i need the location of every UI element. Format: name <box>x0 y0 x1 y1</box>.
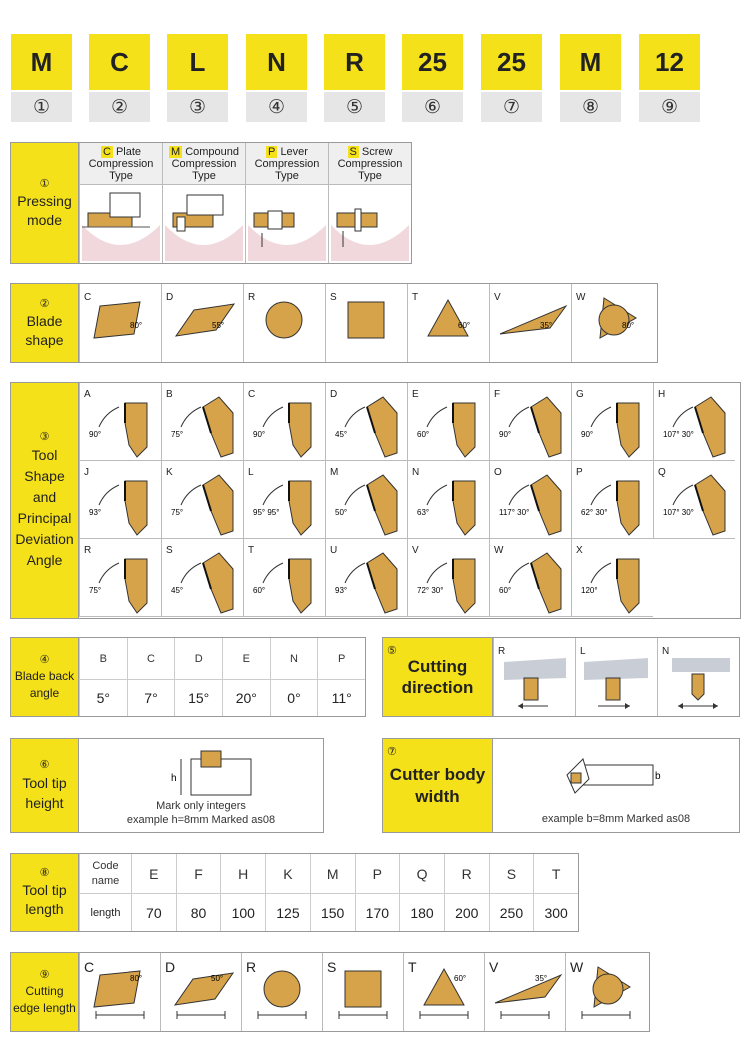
back-angle-header: D <box>174 638 222 680</box>
angle-label: 90° <box>499 430 512 439</box>
tool-shape-f <box>489 383 571 461</box>
tool-shape-p <box>571 461 653 539</box>
tool-shape-letter: D <box>330 389 338 400</box>
tool-shape-letter: G <box>576 389 584 400</box>
section-tool-tip-height <box>10 738 324 833</box>
section-blade-shape <box>10 283 658 363</box>
tool-shape-figure <box>163 539 243 617</box>
length-value: 125 <box>265 894 310 931</box>
cutting-edge-figure <box>82 957 162 1033</box>
tool-shape-letter: H <box>658 389 666 400</box>
section-6-number: ⑥ <box>39 759 50 771</box>
cutting-edge-letter: V <box>489 959 499 975</box>
tool-shape-x <box>571 539 653 617</box>
blade-shape-w <box>571 284 653 362</box>
back-angle-header: P <box>317 638 365 680</box>
tool-shape-figure <box>491 461 571 539</box>
length-value: 250 <box>489 894 534 931</box>
blade-shape-letter: T <box>412 292 419 303</box>
section-7-number: ⑦ <box>387 746 397 758</box>
cutting-edge-figure <box>325 957 405 1033</box>
length-value: 300 <box>533 894 578 931</box>
length-value: 80 <box>176 894 221 931</box>
tool-shape-figure <box>491 383 571 461</box>
tool-shape-letter: P <box>576 467 583 478</box>
cutting-l-letter: L <box>580 646 586 657</box>
tool-shape-figure <box>655 383 735 461</box>
code-8: M <box>560 34 621 90</box>
section-8-title: Tool tip length <box>22 882 67 917</box>
blade-shape-figure <box>82 288 162 364</box>
length-code: P <box>355 854 400 894</box>
tool-shape-v <box>407 539 489 617</box>
cutting-edge-figure <box>244 957 324 1033</box>
length-code: H <box>220 854 265 894</box>
tool-shape-w <box>489 539 571 617</box>
cutting-l-figure <box>576 638 656 714</box>
tool-shape-q <box>653 461 735 539</box>
pressing-c-letter: C <box>102 146 111 158</box>
section-3-title: Tool Shape and Principal Deviation Angle <box>15 447 74 568</box>
blade-shape-figure <box>164 288 244 364</box>
angle-label: 50° <box>335 508 348 517</box>
section-5-label <box>383 638 493 716</box>
length-label: length <box>79 894 131 931</box>
tool-shape-letter: T <box>248 545 255 556</box>
section-2-number: ② <box>39 297 50 310</box>
tool-shape-letter: F <box>494 389 501 400</box>
blade-shape-figure <box>328 288 408 364</box>
pressing-p-letter: P <box>268 146 276 158</box>
blade-shape-letter: S <box>330 292 337 303</box>
section-cutting-edge-length <box>10 952 650 1032</box>
tool-shape-b <box>161 383 243 461</box>
num-5: ⑤ <box>324 92 385 122</box>
section-5-number: ⑤ <box>387 645 397 657</box>
tool-shape-n <box>407 461 489 539</box>
blade-shape-d <box>161 284 243 362</box>
section-1-number: ① <box>39 177 50 190</box>
cutting-edge-letter: W <box>570 959 584 975</box>
code-2: C <box>89 34 150 90</box>
tool-tip-height-figure <box>161 743 271 801</box>
tool-shape-figure <box>573 461 653 539</box>
tool-tip-length-table <box>79 854 578 931</box>
pressing-s-text: Screw Compression Type <box>337 146 403 182</box>
angle-label: 45° <box>171 586 184 595</box>
cutter-body-width-note: example b=8mm Marked as08 <box>541 813 691 825</box>
angle-label: 60° <box>454 974 467 983</box>
cutter-body-width-figure <box>563 749 663 803</box>
angle-label: 90° <box>89 430 102 439</box>
cutting-edge-d <box>160 953 241 1031</box>
cutting-edge-t <box>403 953 484 1031</box>
back-angle-table <box>79 638 365 716</box>
section-7-title: Cutter body width <box>389 764 486 806</box>
angle-label: 90° <box>253 430 266 439</box>
cutting-edge-v <box>484 953 565 1031</box>
tool-shape-o <box>489 461 571 539</box>
cutting-r-figure <box>494 638 574 714</box>
tool-tip-height-note-2: example h=8mm Marked as08 <box>126 814 276 826</box>
angle-label: 75° <box>171 508 184 517</box>
tool-shape-figure <box>409 461 489 539</box>
back-angle-header: E <box>222 638 270 680</box>
section-3-number: ③ <box>39 431 50 443</box>
pressing-s-figure <box>329 185 411 261</box>
angle-label: 117° 30° <box>499 508 530 517</box>
tool-shape-figure <box>81 383 161 461</box>
length-value: 70 <box>131 894 176 931</box>
tool-shape-letter: K <box>166 467 173 478</box>
section-tool-tip-length <box>10 853 579 932</box>
length-value: 170 <box>355 894 400 931</box>
section-9-label <box>11 953 79 1031</box>
section-9-number: ⑨ <box>39 968 50 981</box>
length-value: 100 <box>220 894 265 931</box>
cutting-direction-l <box>575 638 657 716</box>
cutting-n-letter: N <box>662 646 670 657</box>
section-4-number: ④ <box>39 653 50 666</box>
num-2: ② <box>89 92 150 122</box>
tool-tip-height-note <box>79 799 323 827</box>
pressing-p-text: Lever Compression Type <box>254 146 320 182</box>
cutting-edge-letter: D <box>165 959 176 975</box>
cutting-edge-letter: S <box>327 959 337 975</box>
angle-label: 60° <box>458 321 471 330</box>
length-code: K <box>265 854 310 894</box>
code-5: R <box>324 34 385 90</box>
num-8: ⑧ <box>560 92 621 122</box>
angle-label: 80° <box>622 321 635 330</box>
angle-label: 80° <box>130 974 143 983</box>
section-cutter-body-width <box>382 738 740 833</box>
length-code: Q <box>399 854 444 894</box>
back-angle-value: 0° <box>270 680 318 716</box>
length-code: T <box>533 854 578 894</box>
tool-shape-letter: W <box>494 545 504 556</box>
section-6-label <box>11 739 79 832</box>
blade-shape-c <box>79 284 161 362</box>
pressing-item-m <box>162 143 245 263</box>
num-9: ⑨ <box>639 92 700 122</box>
blade-shape-letter: W <box>576 292 586 303</box>
tool-shape-figure <box>409 383 489 461</box>
tool-shape-letter: L <box>248 467 254 478</box>
angle-label: 120° <box>581 586 598 595</box>
cutting-edge-letter: T <box>408 959 417 975</box>
angle-label: 60° <box>417 430 430 439</box>
tool-tip-height-dim: h <box>171 773 177 784</box>
tool-shape-letter: M <box>330 467 339 478</box>
blade-shape-v <box>489 284 571 362</box>
blade-shape-letter: D <box>166 292 174 303</box>
tool-shape-letter: X <box>576 545 583 556</box>
section-5-title: Cutting direction <box>401 657 474 697</box>
angle-label: 55° <box>212 321 225 330</box>
cutting-direction-r <box>493 638 575 716</box>
section-tool-shape <box>10 382 741 619</box>
angle-label: 90° <box>581 430 594 439</box>
cutting-n-figure <box>658 638 738 714</box>
tool-shape-r <box>79 539 161 617</box>
tool-shape-figure <box>245 383 325 461</box>
tool-shape-figure <box>81 461 161 539</box>
angle-label: 72° 30° <box>417 586 444 595</box>
cutting-edge-s <box>322 953 403 1031</box>
blade-shape-figure <box>574 288 654 364</box>
section-2-title: Blade shape <box>25 312 64 348</box>
pressing-item-s <box>328 143 411 263</box>
cutting-edge-figure <box>163 957 243 1033</box>
section-blade-back-angle <box>10 637 366 717</box>
angle-label: 60° <box>499 586 512 595</box>
length-value: 180 <box>399 894 444 931</box>
angle-label: 63° <box>417 508 430 517</box>
angle-label: 107° 30° <box>663 430 694 439</box>
length-value: 150 <box>310 894 355 931</box>
length-code: R <box>444 854 489 894</box>
tool-shape-figure <box>327 539 407 617</box>
num-7: ⑦ <box>481 92 542 122</box>
num-4: ④ <box>246 92 307 122</box>
tool-shape-g <box>571 383 653 461</box>
code-7: 25 <box>481 34 542 90</box>
back-angle-value: 7° <box>127 680 175 716</box>
pressing-p-figure <box>246 185 328 261</box>
tool-shape-figure <box>81 539 161 617</box>
pressing-m-figure <box>163 185 245 261</box>
pressing-s-letter: S <box>349 146 357 158</box>
blade-shape-letter: R <box>248 292 256 303</box>
num-6: ⑥ <box>402 92 463 122</box>
tool-shape-letter: A <box>84 389 91 400</box>
angle-label: 95° 95° <box>253 508 280 517</box>
cutting-edge-figure <box>406 957 486 1033</box>
tool-shape-letter: C <box>248 389 256 400</box>
tool-shape-figure <box>573 539 653 617</box>
tool-shape-figure <box>245 461 325 539</box>
blade-shape-letter: V <box>494 292 501 303</box>
section-7-label <box>383 739 493 832</box>
section-3-label <box>11 383 79 618</box>
code-4: N <box>246 34 307 90</box>
tool-shape-s <box>161 539 243 617</box>
tool-shape-letter: S <box>166 545 173 556</box>
cutting-edge-letter: R <box>246 959 257 975</box>
tool-shape-t <box>243 539 325 617</box>
pressing-c-text: Plate Compression Type <box>88 146 154 182</box>
tool-shape-figure <box>655 461 735 539</box>
tool-shape-figure <box>327 383 407 461</box>
tool-shape-letter: N <box>412 467 420 478</box>
angle-label: 50° <box>211 974 224 983</box>
length-code: F <box>176 854 221 894</box>
cutting-edge-r <box>241 953 322 1031</box>
length-code: M <box>310 854 355 894</box>
tool-shape-a <box>79 383 161 461</box>
pressing-c-figure <box>80 185 162 261</box>
back-angle-header: C <box>127 638 175 680</box>
tool-shape-j <box>79 461 161 539</box>
length-code: E <box>131 854 176 894</box>
angle-label: 107° 30° <box>663 508 694 517</box>
section-2-label <box>11 284 79 362</box>
angle-label: 93° <box>89 508 102 517</box>
tool-shape-letter: U <box>330 545 338 556</box>
tool-shape-letter: B <box>166 389 173 400</box>
tool-shape-figure <box>573 383 653 461</box>
tool-shape-figure <box>163 383 243 461</box>
num-1: ① <box>11 92 72 122</box>
cutting-r-letter: R <box>498 646 506 657</box>
angle-label: 80° <box>130 321 143 330</box>
pressing-m-text: Compound Compression Type <box>171 146 240 182</box>
tool-shape-m <box>325 461 407 539</box>
section-4-label <box>11 638 79 716</box>
tool-shape-e <box>407 383 489 461</box>
tool-shape-letter: V <box>412 545 419 556</box>
angle-label: 60° <box>253 586 266 595</box>
back-angle-value: 11° <box>317 680 365 716</box>
blade-shape-t <box>407 284 489 362</box>
angle-label: 35° <box>535 974 548 983</box>
section-8-label <box>11 854 79 931</box>
blade-shape-figure <box>492 288 572 364</box>
tool-shape-letter: O <box>494 467 502 478</box>
blade-shape-figure <box>246 288 326 364</box>
section-9-title: Cutting edge length <box>13 983 76 1015</box>
section-pressing-mode <box>10 142 412 264</box>
cutting-edge-figure <box>487 957 567 1033</box>
tool-shape-u <box>325 539 407 617</box>
angle-label: 93° <box>335 586 348 595</box>
blade-shape-figure <box>410 288 490 364</box>
tool-shape-k <box>161 461 243 539</box>
tool-shape-figure <box>409 539 489 617</box>
num-3: ③ <box>167 92 228 122</box>
blade-shape-s <box>325 284 407 362</box>
tool-shape-d <box>325 383 407 461</box>
tool-shape-figure <box>327 461 407 539</box>
section-1-title: Pressing mode <box>17 192 72 228</box>
cutting-edge-w <box>565 953 646 1031</box>
angle-label: 45° <box>335 430 348 439</box>
section-cutting-direction <box>382 637 740 717</box>
cutter-body-width-dim: b <box>655 771 661 782</box>
angle-label: 35° <box>540 321 553 330</box>
angle-label: 75° <box>171 430 184 439</box>
blade-shape-letter: C <box>84 292 92 303</box>
angle-label: 75° <box>89 586 102 595</box>
code-name-label: Code name <box>79 854 131 894</box>
cutting-edge-c <box>79 953 160 1031</box>
tool-shape-c <box>243 383 325 461</box>
back-angle-value: 15° <box>174 680 222 716</box>
code-1: M <box>11 34 72 90</box>
section-1-label <box>11 143 79 263</box>
pressing-item-c <box>79 143 162 263</box>
back-angle-value: 5° <box>79 680 127 716</box>
cutting-direction-n <box>657 638 739 716</box>
tool-shape-h <box>653 383 735 461</box>
pressing-item-p <box>245 143 328 263</box>
tool-shape-letter: J <box>84 467 89 478</box>
code-9: 12 <box>639 34 700 90</box>
section-4-title: Blade back angle <box>14 668 75 700</box>
tool-shape-figure <box>163 461 243 539</box>
blade-shape-r <box>243 284 325 362</box>
code-6: 25 <box>402 34 463 90</box>
tool-shape-figure <box>491 539 571 617</box>
tool-shape-figure <box>245 539 325 617</box>
cutting-edge-letter: C <box>84 959 95 975</box>
back-angle-header: N <box>270 638 318 680</box>
back-angle-value: 20° <box>222 680 270 716</box>
length-code: S <box>489 854 534 894</box>
length-value: 200 <box>444 894 489 931</box>
tool-tip-height-note-1: Mark only integers <box>156 800 246 812</box>
section-6-title: Tool tip height <box>22 775 67 811</box>
tool-shape-letter: R <box>84 545 92 556</box>
section-8-number: ⑧ <box>39 867 50 879</box>
code-3: L <box>167 34 228 90</box>
pressing-m-letter: M <box>170 146 181 158</box>
tool-shape-letter: Q <box>658 467 666 478</box>
tool-shape-letter: E <box>412 389 419 400</box>
back-angle-header: B <box>79 638 127 680</box>
tool-shape-l <box>243 461 325 539</box>
angle-label: 62° 30° <box>581 508 608 517</box>
cutting-edge-figure <box>568 957 648 1033</box>
